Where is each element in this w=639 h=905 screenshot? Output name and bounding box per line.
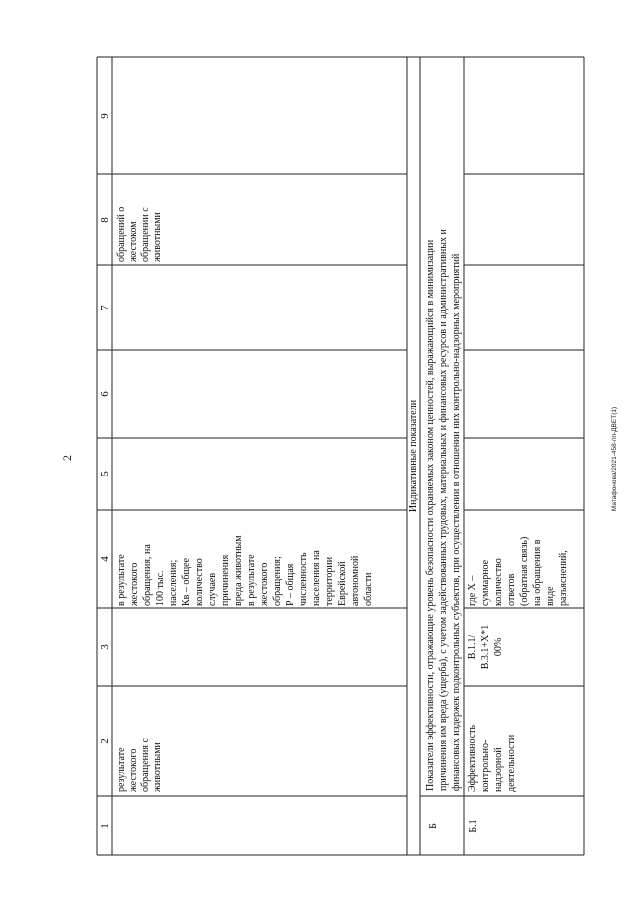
col-header-8: 8 bbox=[99, 217, 111, 223]
row-b1-col2-line: Эффективность bbox=[467, 724, 478, 792]
row-b1-col2-line: деятельности bbox=[506, 734, 517, 792]
col-header-5: 5 bbox=[99, 471, 111, 477]
continued-col2-line: результате bbox=[116, 747, 127, 792]
continued-col4-line: Кв – общее bbox=[181, 557, 192, 606]
continued-col4-line: в результате bbox=[246, 554, 257, 606]
col-header-1: 1 bbox=[99, 823, 111, 829]
continued-col4-line: количество bbox=[194, 558, 205, 606]
continued-col2-cell bbox=[116, 738, 163, 793]
continued-col2-line: жестокого bbox=[128, 748, 139, 792]
continued-col8-cell bbox=[116, 207, 163, 263]
footer-code: Матафонова/2021-458-пп-ДВЕТ(1) bbox=[611, 406, 618, 512]
col-header-6: 6 bbox=[99, 391, 111, 397]
continued-col2-line: животными bbox=[152, 742, 163, 792]
row-b1-col3-line: 00% bbox=[493, 637, 504, 657]
continued-col4-line: вреда животным bbox=[233, 535, 244, 606]
continued-row bbox=[116, 207, 374, 793]
row-b1-code: Б.1 bbox=[468, 819, 479, 833]
continued-col4-cell bbox=[116, 535, 374, 607]
continued-col4-line: обращения; bbox=[272, 556, 283, 606]
col-header-4: 4 bbox=[99, 556, 111, 562]
continued-col4-line: 100 тыс. bbox=[155, 570, 166, 606]
section-b-code: Б bbox=[428, 823, 439, 829]
row-b1-col3-line: В.1.1/ bbox=[467, 634, 478, 660]
col-header-3: 3 bbox=[99, 644, 111, 650]
continued-col4-line: численность bbox=[298, 552, 309, 606]
continued-col4-line: области bbox=[363, 572, 374, 606]
continued-col4-line: населения на bbox=[311, 550, 322, 606]
col-header-2: 2 bbox=[99, 738, 111, 744]
continued-col4-line: территории bbox=[324, 556, 335, 606]
continued-col4-line: автономной bbox=[350, 555, 361, 606]
continued-col8-line: обращений о bbox=[116, 206, 127, 262]
row-b1-col3-line: В.3.1+X*1 bbox=[480, 624, 491, 670]
continued-col4-line: причинения bbox=[220, 554, 231, 606]
row-b1-col2-line: надзорной bbox=[493, 747, 504, 792]
section-b-text-line: причинения им вреда (ущерба), с учетом задействованных трудовых, материальных и финансовых ресурсов и административных и bbox=[438, 229, 449, 791]
section-title: Индикативные показатели bbox=[408, 399, 419, 513]
header-row bbox=[99, 113, 111, 829]
row-b1-col2-line: контрольно- bbox=[480, 739, 491, 792]
continued-col4-line: жестокого bbox=[129, 562, 140, 606]
row-b1-col4-line: виде bbox=[545, 586, 556, 606]
section-b-row bbox=[425, 229, 462, 829]
page-number: 2 bbox=[60, 455, 74, 461]
continued-col4-line: Р – общая bbox=[285, 563, 296, 606]
continued-col4-line: в результате bbox=[116, 554, 127, 606]
continued-col4-line: Еврейской bbox=[337, 561, 348, 606]
row-b1-col4-line: суммарное bbox=[480, 559, 491, 606]
continued-col4-line: населения; bbox=[168, 559, 179, 606]
continued-col8-line: обращении с bbox=[140, 207, 151, 262]
row-b1-col3-cell bbox=[467, 625, 504, 670]
row-b1-col4-line: (обратная связь) bbox=[519, 536, 530, 606]
row-b1-col4-line: ответов bbox=[506, 573, 517, 606]
continued-col8-line: животными bbox=[152, 212, 163, 262]
row-b1-col2-cell bbox=[467, 724, 517, 792]
continued-col4-line: случаев bbox=[207, 572, 218, 606]
continued-col4-line: обращения, на bbox=[142, 544, 153, 606]
col-header-7: 7 bbox=[99, 305, 111, 311]
row-b1-col4-line: на обращения в bbox=[532, 539, 543, 606]
row-b1-col4-line: разъяснений, bbox=[558, 550, 569, 606]
section-b-text-line: Показатели эффективности, отражающие уровень безопасности охраняемых законом ценностей, выражающийся в минимизации bbox=[425, 239, 436, 791]
continued-col2-line: обращения с bbox=[140, 738, 151, 792]
col-header-9: 9 bbox=[99, 113, 111, 119]
row-b1-col4-cell bbox=[467, 537, 569, 606]
continued-col4-line: жестокого bbox=[259, 562, 270, 606]
continued-col8-line: жестоком bbox=[128, 221, 139, 262]
row-b1 bbox=[467, 537, 569, 833]
row-b1-col4-line: где X – bbox=[467, 575, 478, 606]
row-b1-col4-line: количество bbox=[493, 558, 504, 606]
section-b-text-line: финансовых издержек подконтрольных субъектов, при осуществлении в отношении них контрольно-надзорных мероприятий bbox=[451, 253, 462, 791]
